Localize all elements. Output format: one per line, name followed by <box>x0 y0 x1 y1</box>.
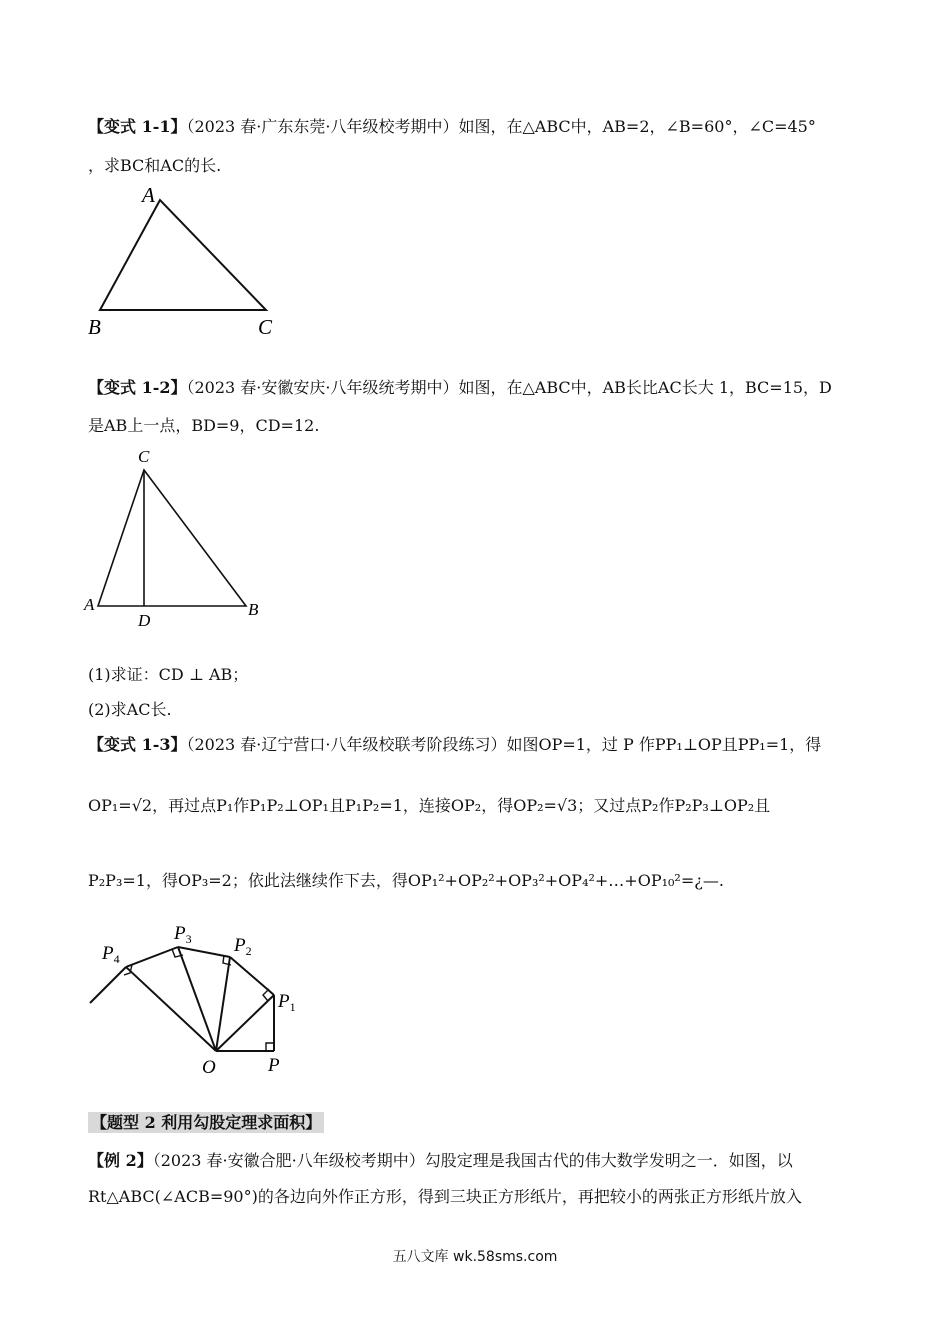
v13-label-o: O <box>202 1057 216 1078</box>
v13-label-p3: $P_3$ <box>174 923 192 946</box>
v13-label-p4: $P_4$ <box>102 943 120 966</box>
footer-watermark: 五八文库 wk.58sms.com <box>392 1249 558 1265</box>
t2-tag: 【例 2】 <box>88 1151 153 1170</box>
v13-text: （2023 春·辽宁营口·八年级校联考阶段练习）如图OP=1，过 P 作PP₁⊥OP且PP₁=1，得 <box>186 735 822 754</box>
v13-label-p: P <box>268 1055 280 1076</box>
v13-line1 <box>88 734 821 756</box>
v12-text: （2023 春·安徽安庆·八年级统考期中）如图，在△ABC中，AB长比AC长大 1，BC=15，D <box>186 378 832 397</box>
v13-tag: 【变式 1-3】 <box>88 735 187 754</box>
v11-line1 <box>88 116 816 138</box>
v11-tag: 【变式 1-1】 <box>88 117 187 136</box>
v11-label-a: A <box>142 183 155 207</box>
v12-text2: 是AB上一点，BD=9，CD=12. <box>88 416 320 435</box>
t2-line1 <box>88 1150 793 1172</box>
v12-label-c: C <box>138 447 150 466</box>
v12-label-d: D <box>138 611 151 630</box>
v13-text3: P₂P₃=1，得OP₃=2；依此法继续作下去，得OP₁²+OP₂²+OP₃²+OP₄²+…+OP₁₀²=¿—. <box>88 871 724 890</box>
t2-text2: Rt△ABC(∠ACB=90°)的各边向外作正方形，得到三块正方形纸片，再把较小的两张正方形纸片放入 <box>88 1187 802 1206</box>
v12-line1 <box>88 377 832 399</box>
t2-heading: 【题型 2 利用勾股定理求面积】 <box>88 1112 324 1133</box>
v11-label-b: B <box>88 315 101 339</box>
v13-spiral-figure <box>80 915 320 1080</box>
v12-triangle-figure <box>80 440 280 635</box>
t2-text: （2023 春·安徽合肥·八年级校考期中）勾股定理是我国古代的伟大数学发明之一．如图，以 <box>152 1151 793 1170</box>
t2-heading-row <box>88 1112 324 1134</box>
v12-q1: (1)求证：CD ⊥ AB； <box>88 665 249 684</box>
v12-label-b: B <box>248 600 259 619</box>
v11-triangle-figure <box>80 180 300 345</box>
v11-text: （2023 春·广东东莞·八年级校考期中）如图，在△ABC中，AB=2，∠B=60°，∠C=45° <box>186 117 816 136</box>
v12-tag: 【变式 1-2】 <box>88 378 187 397</box>
v13-label-p1: $P_1$ <box>278 991 296 1014</box>
v11-text2: ，求BC和AC的长. <box>88 156 222 175</box>
v13-text2: OP₁=√2，再过点P₁作P₁P₂⊥OP₁且P₁P₂=1，连接OP₂，得OP₂=√3；又过点P₂作P₂P₃⊥OP₂且 <box>88 796 771 815</box>
v13-label-p2: $P_2$ <box>234 935 252 958</box>
v11-label-c: C <box>258 315 273 339</box>
v12-label-a: A <box>84 595 95 614</box>
v12-q2: (2)求AC长. <box>88 700 172 719</box>
